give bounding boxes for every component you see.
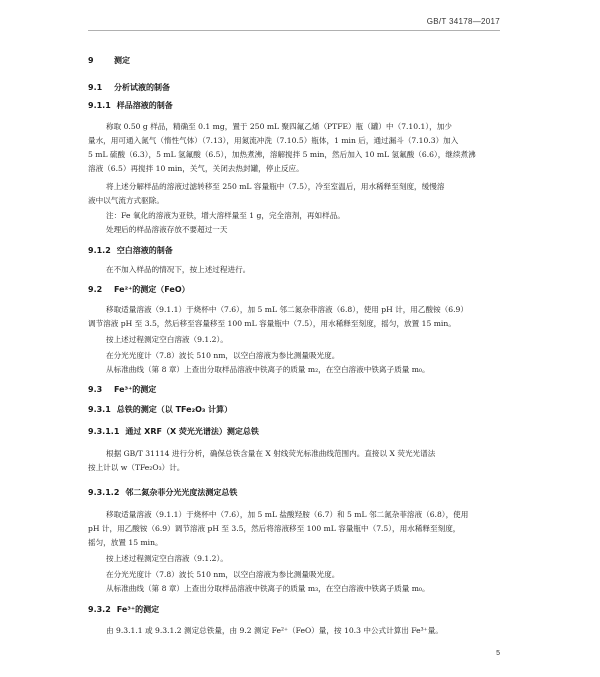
heading-number: 9.1: [88, 83, 103, 92]
heading-title: Fe³⁺的测定: [114, 385, 157, 394]
paragraph: 根据 GB/T 31114 进行分析，确保总铁含量在 X 射线荧光标准曲线范围内。直接以 X 荧光光谱法: [106, 449, 436, 458]
paragraph: 将上述分解样品的溶液过滤转移至 250 mL 容量瓶中（7.5），冷至室温后，用水稀释至刻度，缓慢溶: [106, 182, 445, 191]
heading-title: Fe³⁺的测定: [116, 605, 160, 614]
heading-9-3: [88, 384, 156, 395]
note: 注：Fe 氧化的溶液为亚铁，增大溶样量至 1 g，完全溶剂，再如样品。: [106, 211, 345, 220]
paragraph: 从标准曲线（第 8 章）上查出分取样品溶液中铁离子的质量 m₂，在空白溶液中铁离子质量 m₀。: [106, 365, 430, 374]
heading-title: 空白溶液的制备: [116, 246, 173, 255]
paragraph: 液中以气流方式驱除。: [88, 196, 164, 205]
paragraph: pH 计，用乙酸铵（6.9）调节溶液 pH 至 3.5，然后将溶液移至 100 mL 容量瓶中（7.5），用水稀释至刻度，: [88, 524, 461, 533]
paragraph: 按上述过程测定空白溶液（9.1.2）。: [106, 335, 228, 344]
heading-title: 总铁的测定（以 TFe₂O₃ 计算）: [116, 405, 233, 414]
heading-number: 9.3.1.2: [88, 488, 120, 497]
paragraph: 处理后的样品溶液存放不要超过一天: [106, 225, 228, 234]
paragraph: 按上计以 w（TFe₂O₃）计。: [88, 463, 185, 472]
standard-number: GB/T 34178—2017: [426, 17, 500, 26]
paragraph: 移取适量溶液（9.1.1）于烧杯中（7.6），加 5 mL 盐酸羟胺（6.7）和 5 mL 邻二氮杂菲溶液（6.8），使用: [106, 510, 469, 519]
heading-title: 邻二氮杂菲分光光度法测定总铁: [125, 488, 238, 497]
heading-9-1-2: [88, 245, 173, 256]
heading-number: 9.1.1: [88, 101, 111, 110]
paragraph: 在分光光度计（7.8）波长 510 nm，以空白溶液为参比测量吸光度。: [106, 570, 340, 579]
heading-9-3-1-1: [88, 426, 259, 437]
paragraph: 称取 0.50 g 样品，精确至 0.1 mg，置于 250 mL 聚四氟乙烯（PTFE）瓶（罐）中（7.10.1），加少: [106, 122, 452, 131]
paragraph: 摇匀，放置 15 min。: [88, 538, 163, 547]
heading-number: 9.1.2: [88, 246, 111, 255]
heading-number: 9.3.1.1: [88, 427, 120, 436]
header-rule: [88, 30, 500, 31]
heading-9: [88, 55, 130, 66]
paragraph: 从标准曲线（第 8 章）上查出分取样品溶液中铁离子的质量 m₃，在空白溶液中铁离子质量 m₀。: [106, 584, 430, 593]
heading-title: 样品溶液的制备: [116, 101, 173, 110]
heading-number: 9.3: [88, 385, 103, 394]
heading-number: 9: [88, 56, 94, 65]
paragraph: 溶液（6.5）再搅拌 10 min，关气，关闭去热封罐，停止反应。: [88, 164, 304, 173]
page-number: 5: [496, 650, 500, 657]
paragraph: 在分光光度计（7.8）波长 510 nm，以空白溶液为参比测量吸光度。: [106, 351, 340, 360]
heading-9-2: [88, 284, 190, 295]
heading-9-1: [88, 82, 170, 93]
heading-title: 分析试液的制备: [114, 83, 170, 92]
heading-9-3-1-2: [88, 487, 237, 498]
heading-number: 9.3.1: [88, 405, 111, 414]
paragraph: 按上述过程测定空白溶液（9.1.2）。: [106, 554, 228, 563]
paragraph: 移取适量溶液（9.1.1）于烧杯中（7.6），加 5 mL 邻二氮杂菲溶液（6.8），使用 pH 计，用乙酸铵（6.9）: [106, 305, 468, 314]
heading-9-3-1: [88, 404, 232, 415]
heading-9-3-2: [88, 604, 159, 615]
paragraph: 5 mL 硫酸（6.3），5 mL 氢氟酸（6.5），加热煮沸，溶解搅拌 5 min，然后加入 10 mL 氢氟酸（6.6），继续煮沸: [88, 150, 476, 159]
paragraph: 调节溶液 pH 至 3.5，然后移至容量移至 100 mL 容量瓶中（7.5），用水稀释至刻度，摇匀，放置 15 min。: [88, 319, 456, 328]
heading-title: 测定: [114, 56, 130, 65]
paragraph: 量水，用可通入氮气（惰性气体）（7.13），用氮流冲洗（7.10.5）瓶体，1 min 后，通过漏斗（7.10.3）加入: [88, 136, 459, 145]
paragraph: 由 9.3.1.1 或 9.3.1.2 测定总铁量，由 9.2 测定 Fe²⁺（FeO）量，按 10.3 中公式计算出 Fe³⁺量。: [106, 626, 443, 635]
paragraph: 在不加入样品的情况下，按上述过程进行。: [106, 265, 251, 274]
heading-9-1-1: [88, 100, 173, 111]
heading-number: 9.2: [88, 285, 103, 294]
heading-number: 9.3.2: [88, 605, 111, 614]
heading-title: Fe²⁺的测定（FeO）: [114, 285, 190, 294]
heading-title: 通过 XRF（X 荧光光谱法）测定总铁: [125, 427, 259, 436]
